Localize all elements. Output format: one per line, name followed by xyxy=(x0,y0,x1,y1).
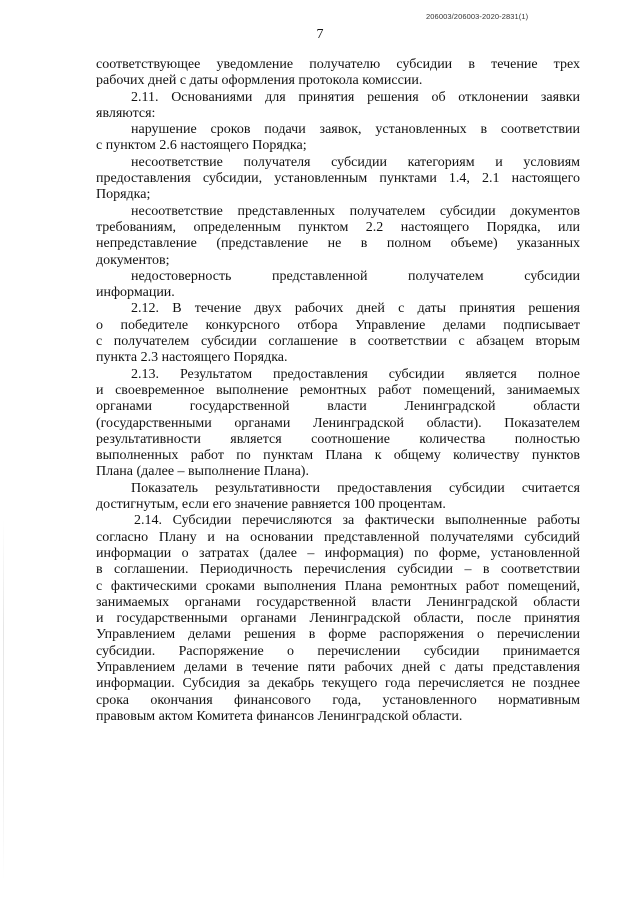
text-line: Порядка; xyxy=(96,187,151,203)
text-line: правовым актом Комитета финансов Ленинградской области. xyxy=(96,708,463,724)
text-line: пункта 2.3 настоящего Порядка. xyxy=(96,350,288,366)
text-line: органами государственной власти Ленинградской области xyxy=(96,399,580,415)
text-line: и государственными органами Ленинградской области, после принятия xyxy=(96,611,580,627)
text-line: 2.14. Субсидии перечисляются за фактически выполненные работы xyxy=(134,513,580,529)
text-line: результативности является соотношение количества полностью xyxy=(96,431,580,447)
text-line: непредставление (представление не в полном объеме) указанных xyxy=(96,236,580,252)
text-line: согласно Плану и на основании представленной получателями субсидий xyxy=(96,529,580,545)
text-line: субсидии. Распоряжение о перечислении субсидии принимается xyxy=(96,643,580,659)
text-line: информации. xyxy=(96,285,175,301)
text-line: достигнутым, если его значение равняется 100 процентам. xyxy=(96,497,446,513)
text-line: о победителе конкурсного отбора Управление делами подписывает xyxy=(96,317,580,333)
document-id: 206003/206003-2020-2831(1) xyxy=(426,12,529,21)
text-line: Управлением делами в течение пяти рабочих дней с даты представления xyxy=(96,659,580,675)
text-line: информации о затратах (далее – информация) по форме, установленной xyxy=(96,545,580,561)
text-line: несоответствие представленных получателем субсидии документов xyxy=(131,203,580,219)
text-line: (государственными органами Ленинградской области). Показателем xyxy=(96,415,580,431)
text-line: 2.13. Результатом предоставления субсидии является полное xyxy=(131,366,580,382)
text-line: с пунктом 2.6 настоящего Порядка; xyxy=(96,138,307,154)
text-line: и своевременное выполнение ремонтных работ помещений, занимаемых xyxy=(96,382,580,398)
text-line: предоставления субсидии, установленным пунктами 1.4, 2.1 настоящего xyxy=(96,171,580,187)
text-line: срока окончания финансового года, установленного нормативным xyxy=(96,692,580,708)
text-line: Управлением делами решения в форме распоряжения о перечислении xyxy=(96,627,580,643)
text-line: недостоверность представленной получателем субсидии xyxy=(131,268,580,284)
text-line: 2.11. Основаниями для принятия решения об отклонении заявки xyxy=(131,89,580,105)
text-line: документов; xyxy=(96,252,170,268)
document-body xyxy=(96,57,580,725)
text-line: требованиям, определенным пунктом 2.2 настоящего Порядка, или xyxy=(96,219,580,235)
page-number: 7 xyxy=(316,27,324,42)
text-line: Показатель результативности предоставления субсидии считается xyxy=(131,480,580,496)
text-line: с получателем субсидии соглашение в соответствии с абзацем вторым xyxy=(96,334,580,350)
text-line: рабочих дней с даты оформления протокола комиссии. xyxy=(96,73,423,89)
text-line: занимаемых органами государственной власти Ленинградской области xyxy=(96,594,580,610)
text-line: с фактическими сроками выполнения Плана ремонтных работ помещений, xyxy=(96,578,580,594)
text-line: информации. Субсидия за декабрь текущего года перечисляется не позднее xyxy=(96,676,580,692)
text-line: несоответствие получателя субсидии категориям и условиям xyxy=(131,154,580,170)
text-line: Плана (далее – выполнение Плана). xyxy=(96,464,309,480)
text-line: в соглашении. Периодичность перечисления субсидии – в соответствии xyxy=(96,562,580,578)
text-line: являются: xyxy=(96,105,156,121)
text-line: выполненных работ по пунктам Плана к общему количеству пунктов xyxy=(96,448,580,464)
text-line: нарушение сроков подачи заявок, установленных в соответствии xyxy=(131,122,580,138)
text-line: соответствующее уведомление получателю субсидии в течение трех xyxy=(96,57,580,72)
text-line: 2.12. В течение двух рабочих дней с даты принятия решения xyxy=(131,301,580,317)
scan-edge-shadow xyxy=(3,520,4,880)
